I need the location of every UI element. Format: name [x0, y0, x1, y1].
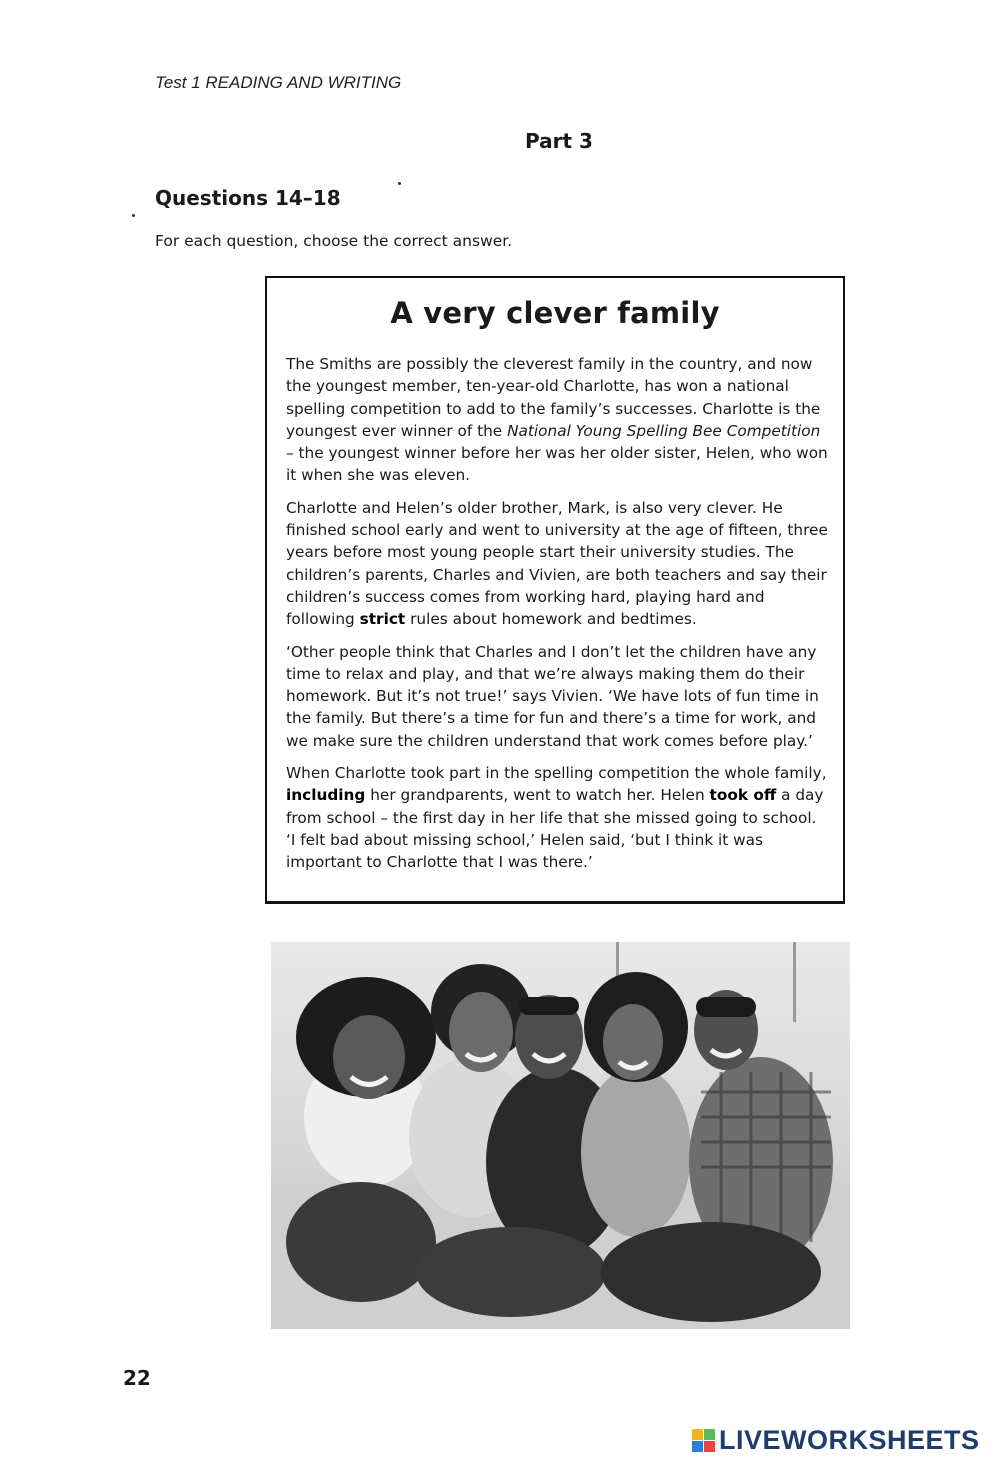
logo-square-icon [704, 1429, 715, 1440]
highlight-word-strict: strict [359, 610, 406, 629]
highlight-word-including: including [286, 786, 366, 805]
questions-heading: Questions 14–18 [155, 186, 341, 210]
highlight-word-took-off: took off [709, 786, 777, 805]
paragraph-2: Charlotte and Helen’s older brother, Mark, is also very clever. He finished school early and went to university at the age of fifteen, three years before most young people start their university studies. The children’s parents, Charles and Vivien, are both teachers and say their children’s success comes from working hard, playing hard and following strict rules about homework and bedtimes. [286, 498, 828, 629]
paragraph-3: ‘Other people think that Charles and I don’t let the children have any time to relax and play, and that we’re always making them do their homework. But it’s not true!’ says Vivien. ‘We have lots of fun time in the family. But there’s a time for fun and there’s a time for work, and we make sure the children understand that work comes before play.’ [286, 642, 819, 750]
logo-square-icon [692, 1429, 703, 1440]
article-title: A very clever family [390, 296, 720, 330]
article-body [286, 353, 829, 884]
liveworksheets-logo[interactable] [692, 1424, 980, 1456]
scan-speck [132, 214, 135, 217]
logo-square-icon [704, 1441, 715, 1452]
part-title: Part 3 [525, 129, 593, 153]
logo-square-icon [692, 1441, 703, 1452]
page-number: 22 [123, 1366, 151, 1390]
running-head: Test 1 READING AND WRITING [155, 73, 402, 92]
logo-mark-icon [692, 1429, 715, 1452]
competition-name: National Young Spelling Bee Competition [507, 421, 821, 440]
logo-text: LIVEWORKSHEETS [719, 1424, 980, 1455]
family-photo-illustration [271, 942, 850, 1329]
instruction-text: For each question, choose the correct answer. [155, 232, 513, 250]
family-photo [271, 942, 850, 1329]
paragraph-1: The Smiths are possibly the cleverest family in the country, and now the youngest member, ten-year-old Charlotte, has won a national spelling competition to add to the family’s successes. Charlotte is the youngest ever winner of the National Young Spelling Bee Competition – the youngest winner before her was her older sister, Helen, who won it when she was eleven. [286, 355, 828, 485]
paragraph-4: When Charlotte took part in the spelling competition the whole family, including her grandparents, went to watch her. Helen took off a day from school – the first day in her life that she missed going to school. ‘I felt bad about missing school,’ Helen said, ‘but I think it was important to Charlotte that I was there.’ [286, 764, 827, 872]
article-box [265, 276, 845, 904]
scan-speck [398, 182, 401, 185]
